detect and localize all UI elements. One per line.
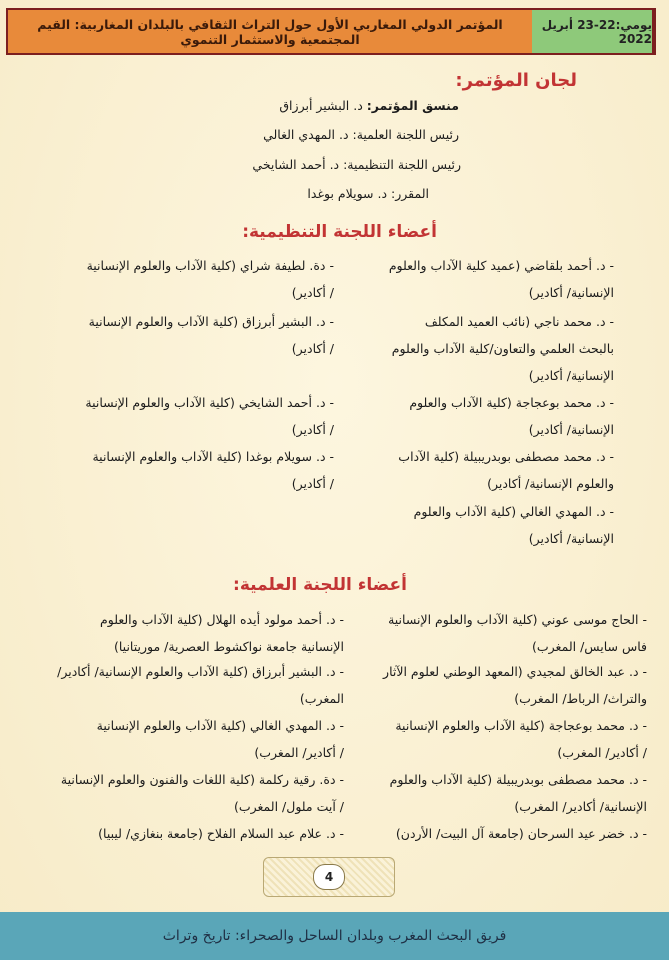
organizing-left-1-line-1: / أكادير) bbox=[291, 341, 334, 356]
scientific-right-0-line-1: فاس سايس/ المغرب) bbox=[532, 639, 647, 654]
page-number: 4 bbox=[313, 864, 345, 890]
scientific-left-0-line-1: الإنسانية جامعة نواكشوط العصرية/ موريتانيا) bbox=[113, 639, 344, 654]
officer-role: رئيس اللجنة التنظيمية: bbox=[343, 157, 461, 172]
officer-name: د. البشير أبرزاق bbox=[279, 98, 363, 113]
officer-role: رئيس اللجنة العلمية: bbox=[352, 127, 459, 142]
scientific-right-2-line-0: - د. محمد بوعجاجة (كلية الآداب والعلوم الإنسانية bbox=[395, 718, 647, 733]
officer-scientific-head bbox=[263, 127, 459, 142]
scientific-left-3-line-0: - دة. رقية ركلمة (كلية اللغات والفنون والعلوم الإنسانية bbox=[60, 772, 344, 787]
conference-title: المؤتمر الدولي المغاربي الأول حول التراث الثقافي بالبلدان المغاربية: القيم المجتمعية والاستثمار التنموي bbox=[8, 10, 532, 53]
officer-name: د. سويلام بوغدا bbox=[307, 186, 388, 201]
organizing-left-2-line-0: - د. أحمد الشايخي (كلية الآداب والعلوم الإنسانية bbox=[85, 395, 334, 410]
organizing-right-2-line-0: - د. محمد بوعجاجة (كلية الآداب والعلوم bbox=[409, 395, 614, 410]
scientific-left-2-line-0: - د. المهدي الغالي (كلية الآداب والعلوم الإنسانية bbox=[96, 718, 344, 733]
scientific-left-2-line-1: / أكادير/ المغرب) bbox=[254, 745, 344, 760]
officer-name: د. أحمد الشايخي bbox=[252, 157, 340, 172]
scientific-committee-heading: أعضاء اللجنة العلمية: bbox=[233, 575, 407, 595]
scientific-right-2-line-1: / أكادير/ المغرب) bbox=[557, 745, 647, 760]
scientific-left-3-line-1: / آيت ملول/ المغرب) bbox=[233, 799, 344, 814]
conference-date: يومي:22-23 أبريل 2022 bbox=[532, 10, 654, 53]
organizing-right-0-line-1: الإنسانية/ أكادير) bbox=[528, 285, 614, 300]
organizing-left-1-line-0: - د. البشير أبرزاق (كلية الآداب والعلوم الإنسانية bbox=[88, 314, 334, 329]
committees-heading: لجان المؤتمر: bbox=[455, 70, 577, 91]
officer-rapporteur bbox=[307, 186, 429, 201]
organizing-committee-heading: أعضاء اللجنة التنظيمية: bbox=[242, 222, 437, 242]
organizing-left-2-line-1: / أكادير) bbox=[291, 422, 334, 437]
scientific-left-1-line-1: المغرب) bbox=[299, 691, 344, 706]
scientific-left-4-line-0: - د. علام عبد السلام الفلاح (جامعة بنغازي/ ليبيا) bbox=[98, 826, 344, 841]
organizing-right-4-line-0: - د. المهدي الغالي (كلية الآداب والعلوم bbox=[413, 504, 614, 519]
officer-coordinator bbox=[279, 98, 459, 113]
scientific-right-3-line-1: الإنسانية/ أكادير/ المغرب) bbox=[514, 799, 647, 814]
scientific-right-4-line-0: - د. خضر عيد السرحان (جامعة آل البيت/ الأردن) bbox=[395, 826, 647, 841]
organizing-left-3-line-0: - د. سويلام بوغدا (كلية الآداب والعلوم الإنسانية bbox=[92, 449, 334, 464]
header-banner bbox=[6, 8, 656, 55]
organizing-right-3-line-0: - د. محمد مصطفى بوبدريبيلة (كلية الآداب bbox=[398, 449, 614, 464]
organizing-left-3-line-1: / أكادير) bbox=[291, 476, 334, 491]
organizing-right-1-line-1: بالبحث العلمي والتعاون/كلية الآداب والعلوم bbox=[391, 341, 614, 356]
officer-role: المقرر: bbox=[391, 186, 429, 201]
organizing-left-0-line-0: - دة. لطيفة شراي (كلية الآداب والعلوم الإنسانية bbox=[86, 258, 334, 273]
organizing-right-1-line-0: - د. محمد ناجي (نائب العميد المكلف bbox=[424, 314, 614, 329]
scientific-right-0-line-0: - الحاج موسى عوني (كلية الآداب والعلوم الإنسانية bbox=[388, 612, 647, 627]
scientific-left-1-line-0: - د. البشير أبرزاق (كلية الآداب والعلوم الإنسانية/ أكادير/ bbox=[57, 664, 344, 679]
organizing-left-0-line-1: / أكادير) bbox=[291, 285, 334, 300]
scientific-right-1-line-1: والتراث/ الرباط/ المغرب) bbox=[514, 691, 647, 706]
scientific-left-0-line-0: - د. أحمد مولود أيده الهلال (كلية الآداب والعلوم bbox=[100, 612, 344, 627]
footer-banner: فريق البحث المغرب وبلدان الساحل والصحراء: تاريخ وتراث bbox=[0, 912, 669, 960]
organizing-right-3-line-1: والعلوم الإنسانية/ أكادير) bbox=[487, 476, 614, 491]
officer-name: د. المهدي الغالي bbox=[263, 127, 349, 142]
organizing-right-1-line-2: الإنسانية/ أكادير) bbox=[528, 368, 614, 383]
page-number-ornament bbox=[258, 855, 400, 899]
organizing-right-4-line-1: الإنسانية/ أكادير) bbox=[528, 531, 614, 546]
officer-organizing-head bbox=[252, 157, 461, 172]
organizing-right-2-line-1: الإنسانية/ أكادير) bbox=[528, 422, 614, 437]
organizing-right-0-line-0: - د. أحمد بلقاضي (عميد كلية الآداب والعلوم bbox=[388, 258, 614, 273]
scientific-right-3-line-0: - د. محمد مصطفى بوبدريبيلة (كلية الآداب والعلوم bbox=[389, 772, 647, 787]
ornament-frame bbox=[263, 857, 395, 897]
scientific-right-1-line-0: - د. عبد الخالق لمجيدي (المعهد الوطني لعلوم الآثار bbox=[383, 664, 647, 679]
officer-role: منسق المؤتمر: bbox=[366, 98, 459, 113]
